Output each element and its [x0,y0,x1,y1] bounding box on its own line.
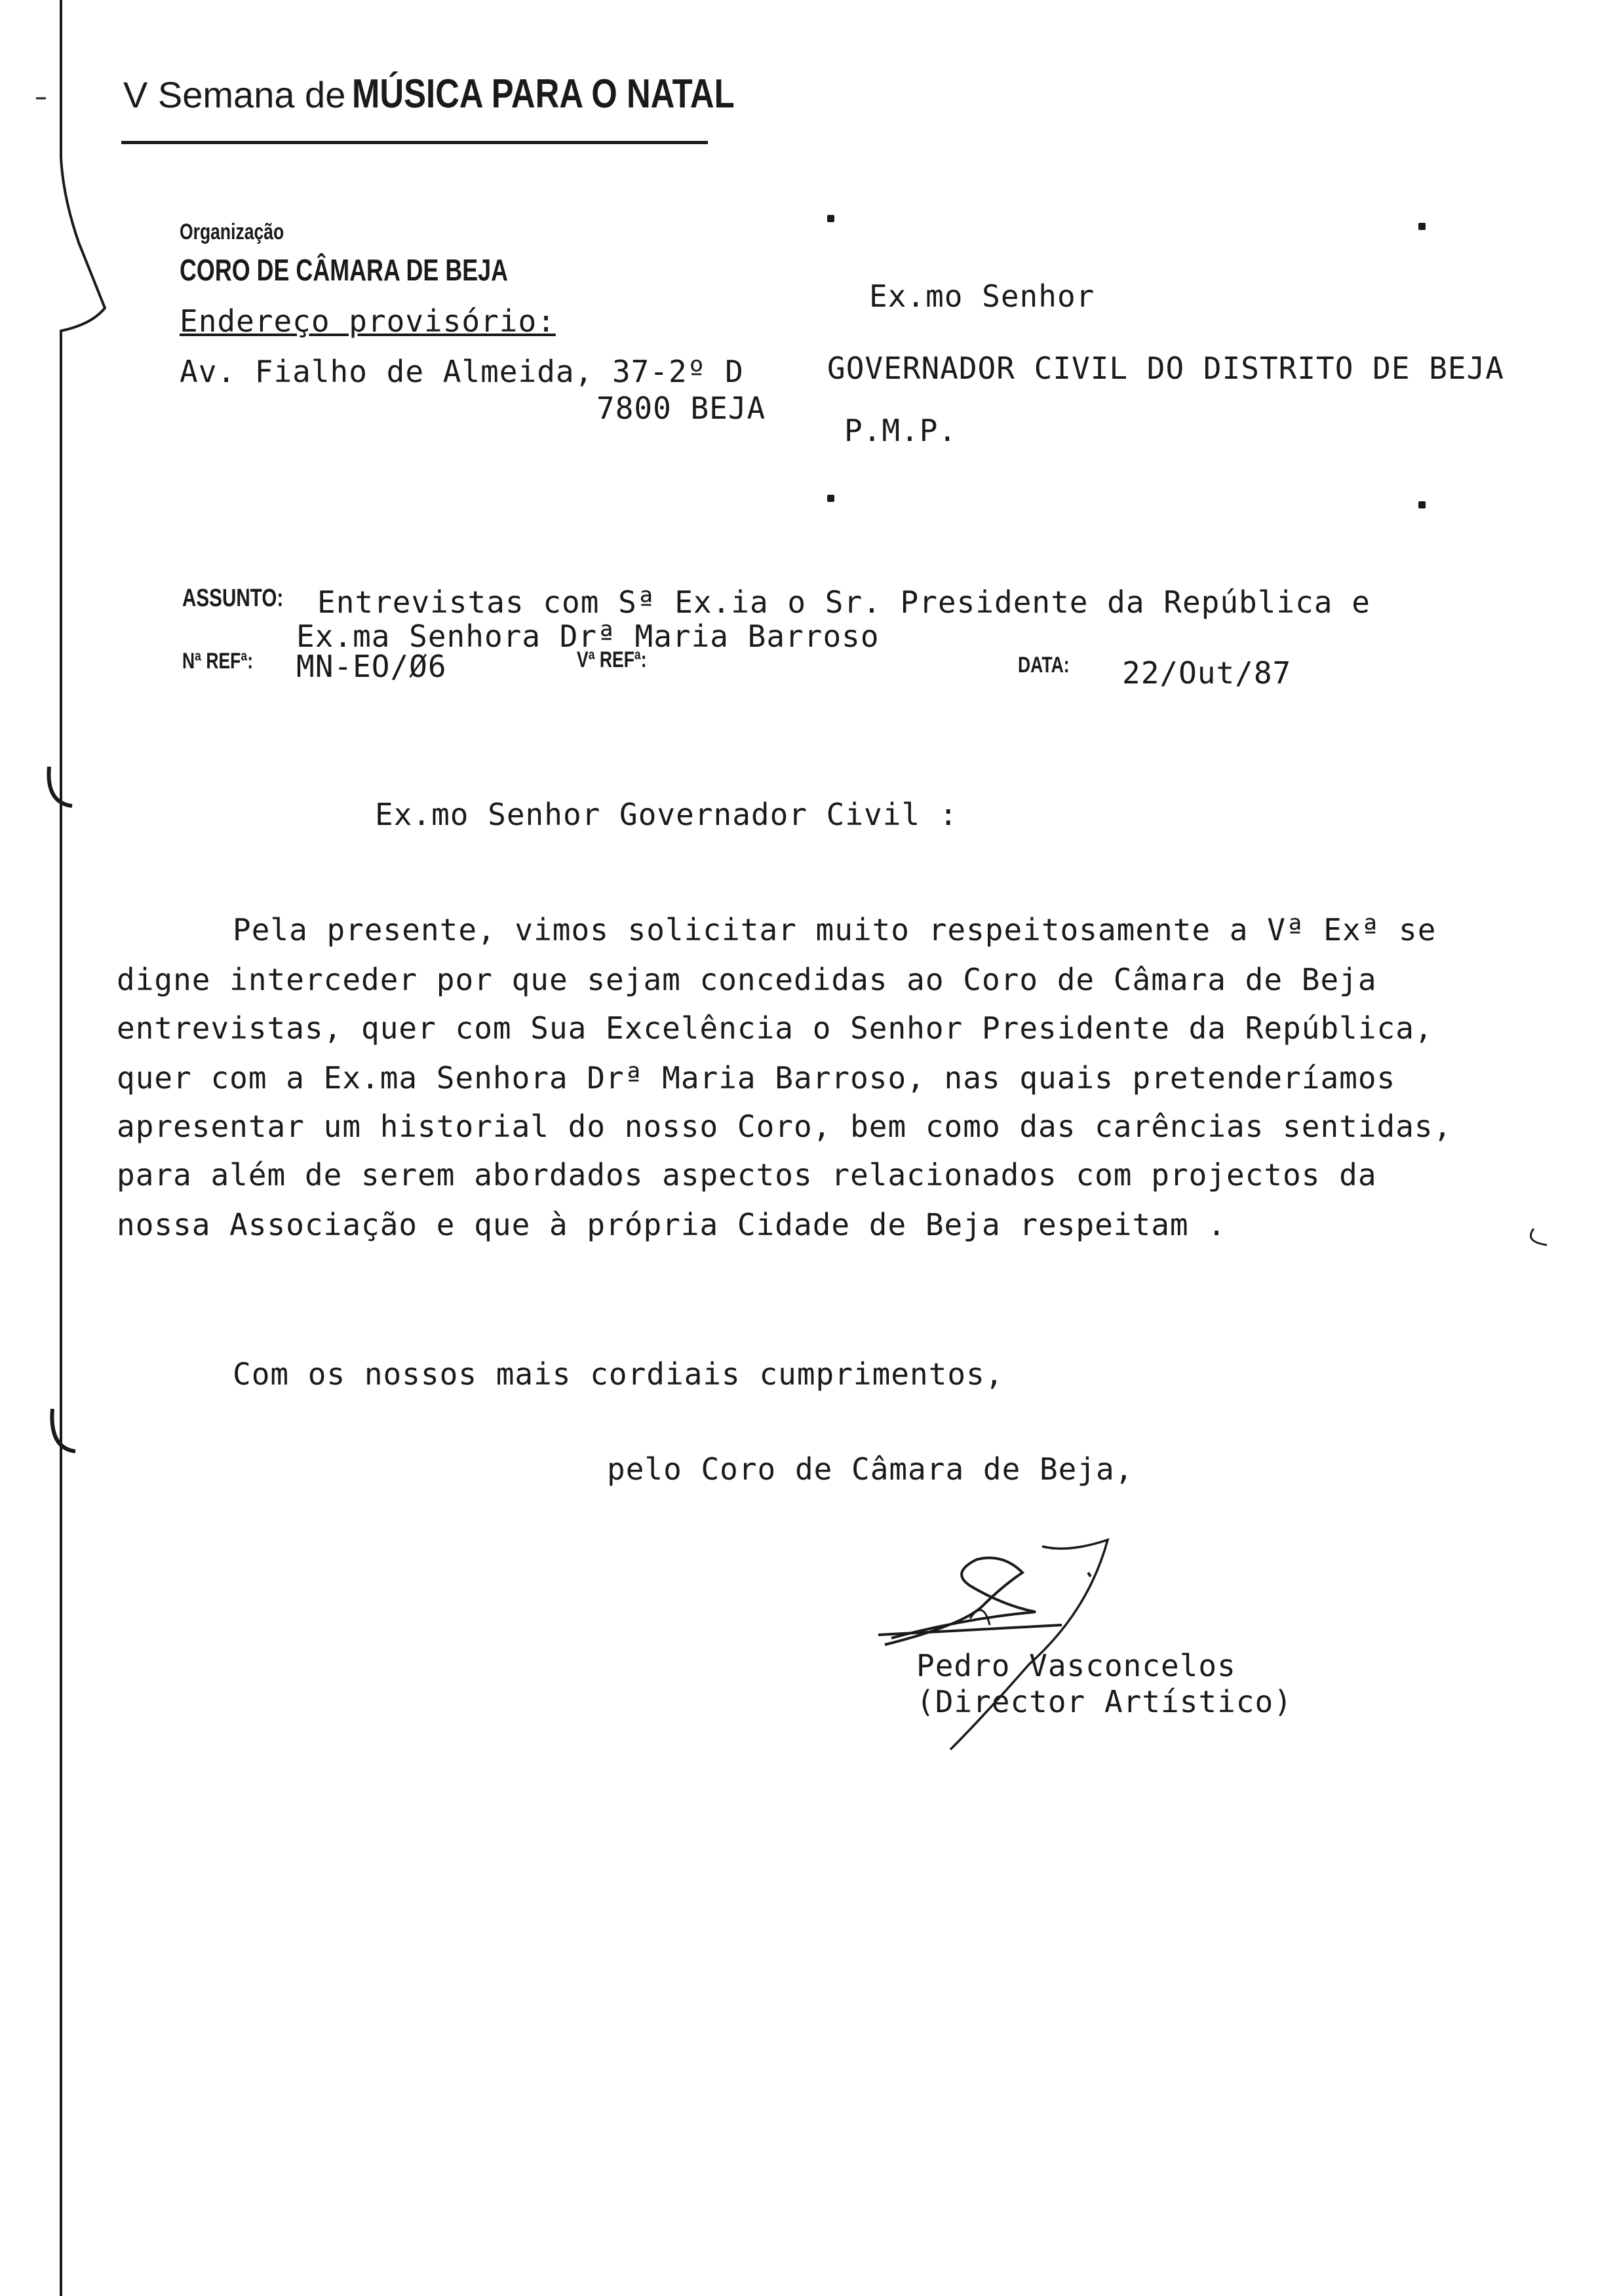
binding-line [0,0,131,2296]
signatory-name: Pedro Vasconcelos [916,1648,1236,1683]
letter-greeting: Ex.mo Senhor Governador Civil : [375,797,958,832]
title-underline [121,141,708,144]
body-line: quer com a Ex.ma Senhora Drª Maria Barroso, nas quais pretenderíamos [117,1060,1396,1096]
window-corner-mark [1418,223,1426,230]
body-line: Pela presente, vimos solicitar muito respeitosamente a Vª Exª se [233,912,1437,947]
your-ref-label: Vª REFª: [577,647,647,672]
body-line: digne interceder por que sejam concedidas ao Coro de Câmara de Beja [117,962,1377,997]
recipient-title: GOVERNADOR CIVIL DO DISTRITO DE BEJA [827,351,1504,386]
recipient-salutation: Ex.mo Senhor [869,278,1095,314]
subject-line-2: Ex.ma Senhora Drª Maria Barroso [296,619,880,654]
body-line: nossa Associação e que à própria Cidade de Beja respeitam . [117,1207,1226,1242]
recipient-location: P.M.P. [844,413,958,448]
date-value: 22/Out/87 [1122,655,1292,691]
body-line: para além de serem abordados aspectos relacionados com projectos da [117,1157,1377,1193]
our-ref-value: MN-EO/Ø6 [296,649,447,684]
window-corner-mark [827,215,834,222]
letter-signoff: pelo Coro de Câmara de Beja, [607,1451,1134,1487]
address-line-2: 7800 BEJA [596,391,766,426]
our-ref-label: Nª REFª: [182,649,254,674]
window-corner-mark [827,495,834,502]
organization-name: CORO DE CÂMARA DE BEJA [180,253,509,287]
title-main: MÚSICA PARA O NATAL [351,71,735,117]
letter-closing: Com os nossos mais cordiais cumprimentos, [233,1356,1004,1392]
body-line: entrevistas, quer com Sua Excelência o Senhor Presidente da República, [117,1010,1433,1046]
page-title [123,71,819,117]
organization-label: Organização [180,220,284,244]
body-line: apresentar um historial do nosso Coro, bem como das carências sentidas, [117,1109,1452,1144]
window-corner-mark [1418,501,1426,508]
title-prefix: V Semana de [123,74,346,115]
subject-line-1: Entrevistas com Sª Ex.ia o Sr. Presidente da República e [317,584,1371,620]
date-label: DATA: [1018,653,1070,678]
margin-mark [1521,1225,1560,1252]
address-label: Endereço provisório: [180,303,556,339]
address-line-1: Av. Fialho de Almeida, 37-2º D [180,354,744,389]
subject-label: ASSUNTO: [182,584,284,612]
signatory-role: (Director Artístico) [916,1684,1293,1719]
